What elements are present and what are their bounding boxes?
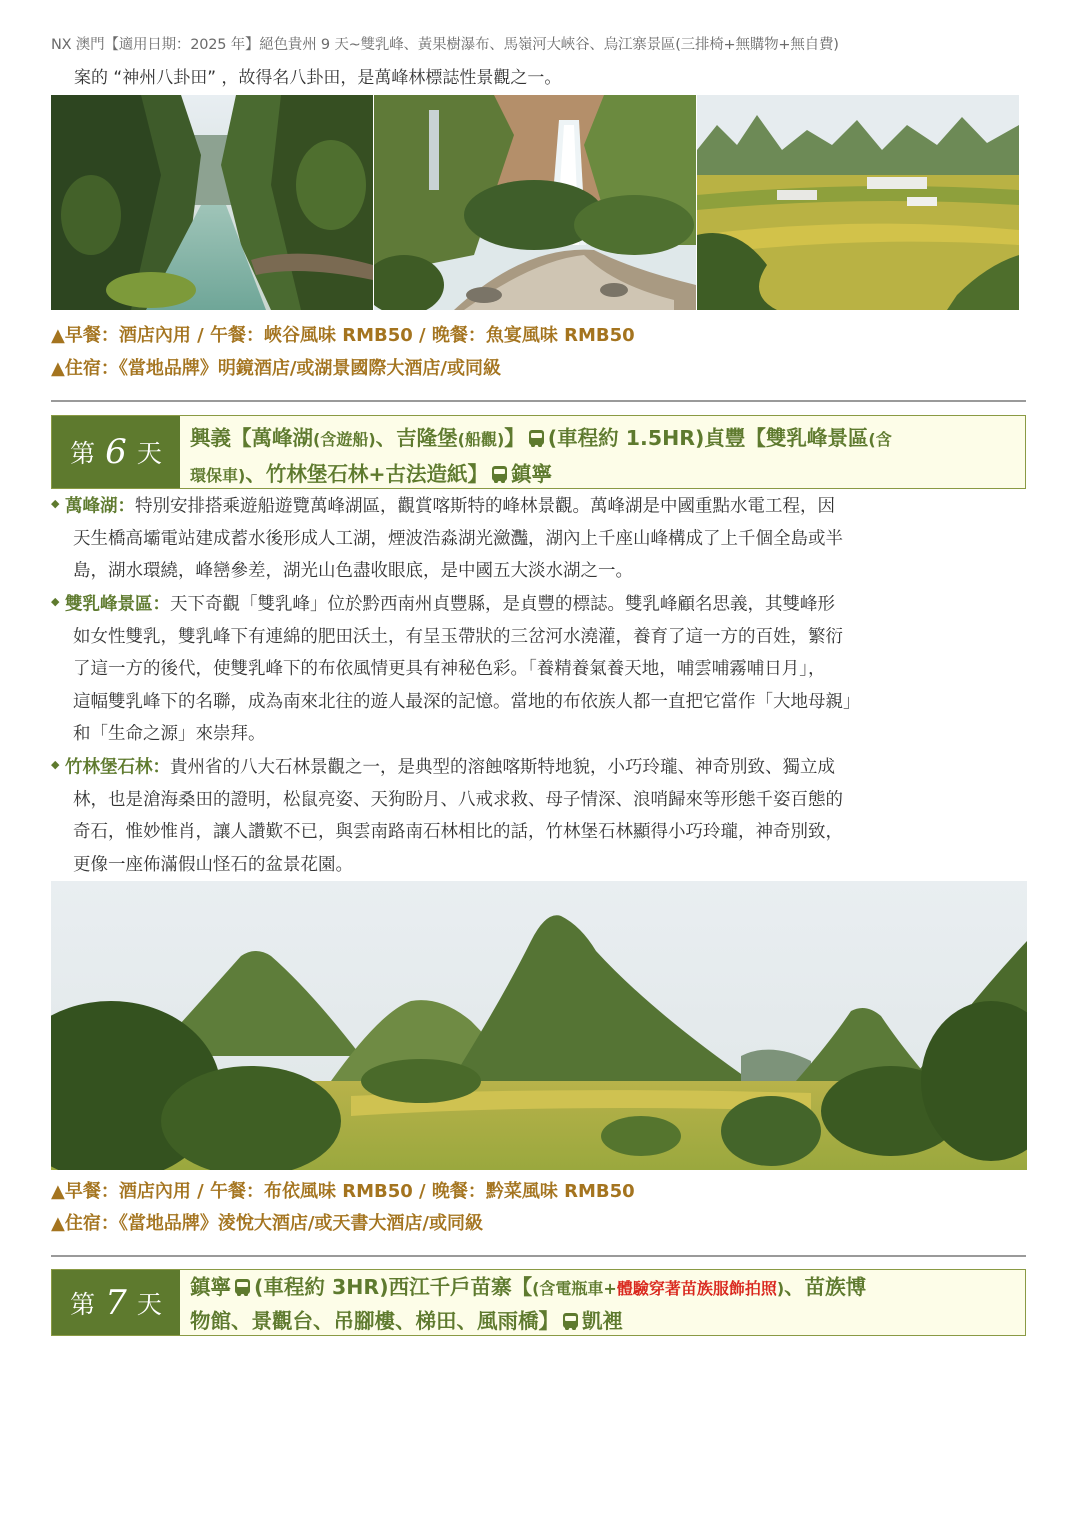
day5-hotel: ▲住宿：《當地品牌》明鏡酒店/或湖景國際大酒店/或同級 <box>51 358 501 379</box>
title-part: (含遊船) <box>313 430 376 449</box>
title-part: (車程約 3HR)西江千戶苗寨【 <box>254 1275 533 1299</box>
section-heading: 竹林堡石林： <box>65 757 170 778</box>
twin-peaks-photo <box>51 881 1027 1170</box>
day-number: 6 <box>105 432 127 472</box>
waterfall-image <box>374 95 696 310</box>
day-prefix: 第 <box>70 1289 96 1319</box>
diamond-bullet-icon: ◆ <box>51 497 60 510</box>
paragraph-line: 天生橋高壩電站建成蓄水後形成人工湖，煙波浩淼湖光瀲灩，湖內上千座山峰構成了上千個全島或半 <box>73 528 843 549</box>
day6-label <box>52 416 180 488</box>
day7-label <box>52 1270 180 1335</box>
title-part: (含電瓶車+ <box>532 1279 617 1298</box>
diamond-bullet-icon: ◆ <box>51 595 60 608</box>
title-part: 興義【萬峰湖 <box>190 426 313 450</box>
paragraph-line: 了這一方的後代，使雙乳峰下的布依風情更具有神秘色彩。「養精養氣養天地，哺雲哺霧哺日月」， <box>73 659 826 680</box>
canyon-image <box>51 95 373 310</box>
day-suffix: 天 <box>136 439 162 468</box>
waterfall-photo <box>374 95 696 310</box>
divider <box>51 400 1026 402</box>
title-part: 、苗族博 <box>784 1275 867 1299</box>
intro-text: 案的 “神州八卦田” ，故得名八卦田，是萬峰林標誌性景觀之一。 <box>74 68 562 88</box>
paragraph-line: 林，也是滄海桑田的證明，松鼠亮姿、天狗盼月、八戒求救、母子情深、浪哨歸來等形態千姿百態的 <box>73 789 843 810</box>
paragraph-line: 奇石，惟妙惟肖，讓人讚歎不已，與雲南路南石林相比的話，竹林堡石林顯得小巧玲瓏，神奇別致， <box>73 822 843 843</box>
day6-hotel: ▲住宿：《當地品牌》淩悅大酒店/或天書大酒店/或同級 <box>51 1213 483 1234</box>
day6-title <box>190 421 1017 493</box>
paragraph-line: 更像一座佈滿假山怪石的盆景花園。 <box>73 854 353 875</box>
day7-title <box>190 1271 1017 1337</box>
day6-header <box>51 415 1026 489</box>
paragraph-line: 和「生命之源」來崇拜。 <box>73 724 266 745</box>
fields-image <box>697 95 1019 310</box>
bus-icon <box>235 1279 250 1294</box>
title-highlight: 體驗穿著苗族服飾拍照 <box>616 1279 777 1298</box>
fields-photo <box>697 95 1019 310</box>
title-part: 凱裡 <box>582 1309 623 1333</box>
shuangru-section <box>51 588 1031 751</box>
zhulin-section <box>51 751 1031 881</box>
bus-icon <box>529 430 544 445</box>
paragraph-line: 貴州省的八大石林景觀之一，是典型的溶蝕喀斯特地貌，小巧玲瓏、神奇別致、獨立成 <box>170 757 835 778</box>
day7-header <box>51 1269 1026 1336</box>
canyon-photo <box>51 95 373 310</box>
paragraph-line: 島，湖水環繞，峰巒參差，湖光山色盡收眼底，是中國五大淡水湖之一。 <box>73 561 633 582</box>
paragraph-line: 這幅雙乳峰下的名聯，成為南來北往的遊人最深的記憶。當地的布依族人都一直把它當作「大地母親」 <box>73 691 861 712</box>
day-number: 7 <box>105 1282 127 1323</box>
day-prefix: 第 <box>70 439 96 468</box>
title-part: ) <box>776 1279 785 1298</box>
section-heading: 萬峰湖： <box>65 496 135 517</box>
section-heading: 雙乳峰景區： <box>65 594 170 615</box>
title-part: 】 <box>504 426 525 450</box>
diamond-bullet-icon: ◆ <box>51 758 60 771</box>
day6-meal: ▲早餐：酒店內用 / 午餐：布依風味 RMB50 / 晚餐：黔菜風味 RMB50 <box>51 1181 635 1202</box>
title-part: 鎮寧 <box>511 462 553 486</box>
title-part: 鎮寧 <box>190 1275 231 1299</box>
title-part: 環保車) <box>190 466 246 485</box>
title-part: 物館、景觀台、吊腳樓、梯田、風雨橋】 <box>190 1309 559 1333</box>
title-part: 、吉隆堡 <box>375 426 458 450</box>
day-suffix: 天 <box>136 1289 162 1319</box>
bus-icon <box>492 466 507 481</box>
bus-icon <box>563 1313 578 1328</box>
paragraph-line: 如女性雙乳，雙乳峰下有連綿的肥田沃土，有呈玉帶狀的三岔河水澆灌，養育了這一方的百姓，繁衍 <box>73 626 843 647</box>
paragraph-line: 特別安排搭乘遊船遊覽萬峰湖區，觀賞喀斯特的峰林景觀。萬峰湖是中國重點水電工程，因 <box>135 496 835 517</box>
paragraph-line: 天下奇觀「雙乳峰」位於黔西南州貞豐縣，是貞豐的標誌。雙乳峰顧名思義，其雙峰形 <box>170 594 835 615</box>
title-part: (車程約 1.5HR)貞豐【雙乳峰景區 <box>547 426 869 450</box>
day5-meal: ▲早餐：酒店內用 / 午餐：峽谷風味 RMB50 / 晚餐：魚宴風味 RMB50 <box>51 325 635 346</box>
title-part: 、竹林堡石林+古法造紙】 <box>245 462 489 486</box>
title-part: (船觀) <box>457 430 505 449</box>
page-header: NX 澳門【適用日期：2025 年】絕色貴州 9 天~雙乳峰、黃果樹瀑布、馬嶺河大峽谷、烏江寨景區(三排椅+無購物+無自費) <box>51 37 839 53</box>
wanfeng-lake-section <box>51 490 1031 588</box>
twin-peaks-image <box>51 881 1027 1170</box>
title-part: (含 <box>868 430 892 449</box>
divider <box>51 1255 1026 1257</box>
